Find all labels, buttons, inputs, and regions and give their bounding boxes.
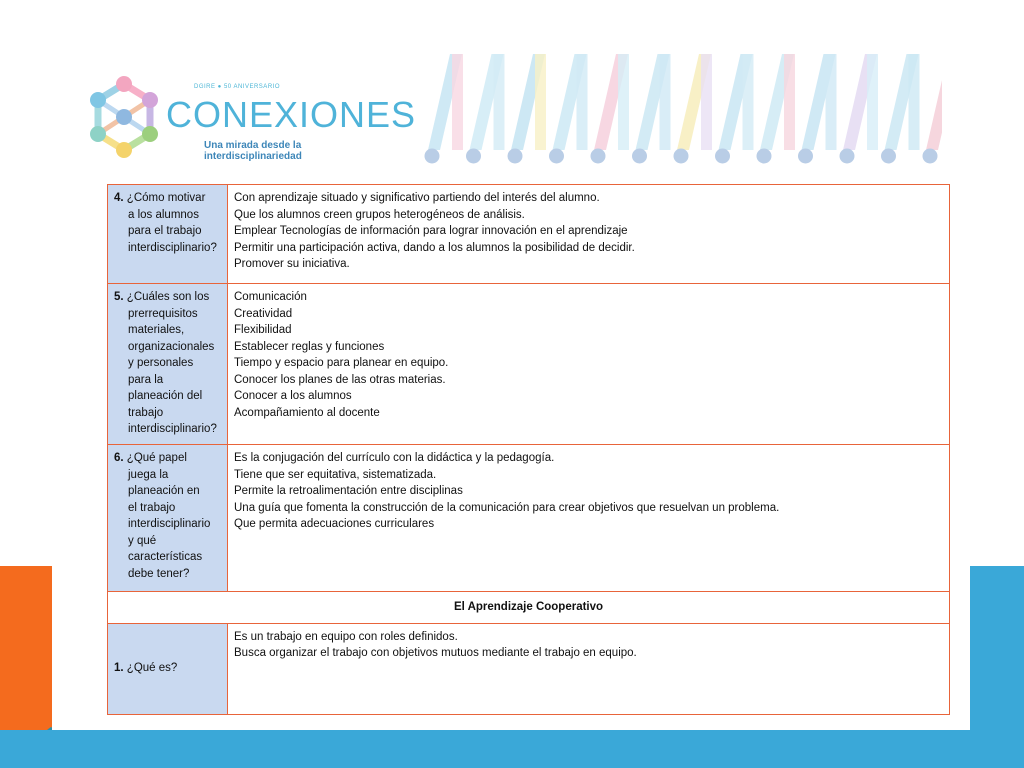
question-line (114, 190, 221, 207)
question-line: planeación del (128, 390, 203, 402)
answer-line: Establecer reglas y funciones (234, 340, 385, 353)
question-line: trabajo (128, 406, 164, 419)
question-line: organizacionales (128, 340, 215, 353)
answer-line: Tiene que ser equitativa, sistematizada. (234, 468, 437, 481)
stripe-bar (452, 54, 463, 150)
section-header-row (108, 592, 950, 624)
question-cell (108, 623, 228, 714)
stripe-bar (743, 54, 754, 150)
answer-line: Es un trabajo en equipo con roles definidos. (234, 630, 458, 643)
answer-cell (228, 284, 950, 445)
logo-subtitle: Una mirada desde la interdisciplinariedad (204, 140, 302, 162)
stripe-bar (701, 54, 712, 150)
question-line: y qué (128, 534, 157, 547)
answer-line: Con aprendizaje situado y significativo partiendo del interés del alumno. (234, 192, 600, 204)
answer-line: Que permita adecuaciones curriculares (234, 518, 435, 530)
table-row (108, 623, 950, 714)
question-number: 4. (114, 192, 127, 204)
question-line: y personales (128, 357, 194, 369)
stripe-dot (923, 149, 938, 164)
question-text: ¿Cuáles son los (126, 291, 210, 303)
answer-line: Promover su iniciativa. (234, 258, 350, 270)
answer-line: Que los alumnos creen grupos heterogéneos de análisis. (234, 208, 525, 221)
stripe-dot (881, 149, 896, 164)
question-line (114, 289, 221, 306)
stripe-dot (715, 149, 730, 164)
stripe-dot (425, 149, 440, 164)
question-text: ¿Cómo motivar (126, 192, 206, 204)
answer-line: Comunicación (234, 291, 307, 303)
answer-line: Conocer a los alumnos (234, 390, 352, 402)
question-line: juega la (128, 468, 169, 481)
answer-line: Una guía que fomenta la construcción de la comunicación para crear objetivos que resuelvan un problema. (234, 501, 780, 514)
answer-line: Conocer los planes de las otras materias. (234, 373, 446, 386)
question-cell (108, 185, 228, 284)
background-blue-band (0, 730, 1024, 768)
stripe-dot (591, 149, 606, 164)
question-number: 1. (114, 662, 127, 675)
section-title: El Aprendizaje Cooperativo (108, 592, 950, 624)
question-line: para la (128, 373, 164, 386)
logo-molecule-icon (82, 66, 166, 170)
stripe-dot (798, 149, 813, 164)
stripe-bar (826, 54, 837, 150)
question-line: materiales, (128, 324, 185, 336)
stripe-dot (840, 149, 855, 164)
question-text: ¿Qué papel (126, 452, 187, 464)
stripe-dot (632, 149, 647, 164)
stripe-dot (508, 149, 523, 164)
question-line: planeación en (128, 485, 200, 497)
question-line: interdisciplinario (128, 518, 211, 530)
question-number: 6. (114, 452, 127, 464)
answer-line: Flexibilidad (234, 324, 292, 336)
table-row (108, 445, 950, 592)
question-line: el trabajo (128, 501, 176, 514)
table-row (108, 284, 950, 445)
conexiones-logo (82, 66, 417, 170)
logo-anniversary-text: DGIRE ● 50 ANIVERSARIO (194, 84, 280, 90)
answer-line: Permitir una participación activa, dando a los alumnos la posibilidad de decidir. (234, 241, 635, 254)
stripe-bar (926, 54, 942, 150)
logo-title: CONEXIONES (166, 94, 417, 135)
question-line: interdisciplinario? (128, 241, 217, 254)
answer-line: Creatividad (234, 307, 293, 320)
answer-line: Permite la retroalimentación entre disciplinas (234, 485, 463, 497)
answer-cell (228, 623, 950, 714)
stripe-dot (674, 149, 689, 164)
question-number: 5. (114, 291, 127, 303)
decorative-stripes (420, 50, 942, 170)
question-line (114, 450, 221, 467)
stripe-dot (466, 149, 481, 164)
stripe-bar (577, 54, 588, 150)
answer-cell (228, 185, 950, 284)
answer-line: Emplear Tecnologías de información para lograr innovación en el aprendizaje (234, 225, 628, 237)
question-line: para el trabajo (128, 225, 202, 237)
background-blue-block (970, 566, 1024, 768)
stripe-dot (757, 149, 772, 164)
question-line: a los alumnos (128, 208, 199, 221)
answer-line: Es la conjugación del currículo con la didáctica y la pedagogía. (234, 452, 555, 464)
stripe-bar (535, 54, 546, 150)
answer-line: Acompañamiento al docente (234, 406, 380, 419)
stripe-bar (660, 54, 671, 150)
stripe-bar (494, 54, 505, 150)
question-text: ¿Qué es? (126, 662, 178, 675)
planning-table (107, 184, 950, 715)
question-line (114, 660, 221, 677)
answer-line: Busca organizar el trabajo con objetivos mutuos mediante el trabajo en equipo. (234, 647, 637, 659)
stripe-dot (549, 149, 564, 164)
question-cell (108, 445, 228, 592)
question-line: debe tener? (128, 567, 190, 580)
question-cell (108, 284, 228, 445)
question-line: características (128, 551, 203, 563)
answer-cell (228, 445, 950, 592)
question-line: prerrequisitos (128, 307, 198, 320)
stripe-bar (909, 54, 920, 150)
stripe-bar (784, 54, 795, 150)
table-row (108, 185, 950, 284)
stripe-bar (867, 54, 878, 150)
stripe-bar (618, 54, 629, 150)
question-line: interdisciplinario? (128, 423, 217, 435)
answer-line: Tiempo y espacio para planear en equipo. (234, 357, 449, 369)
